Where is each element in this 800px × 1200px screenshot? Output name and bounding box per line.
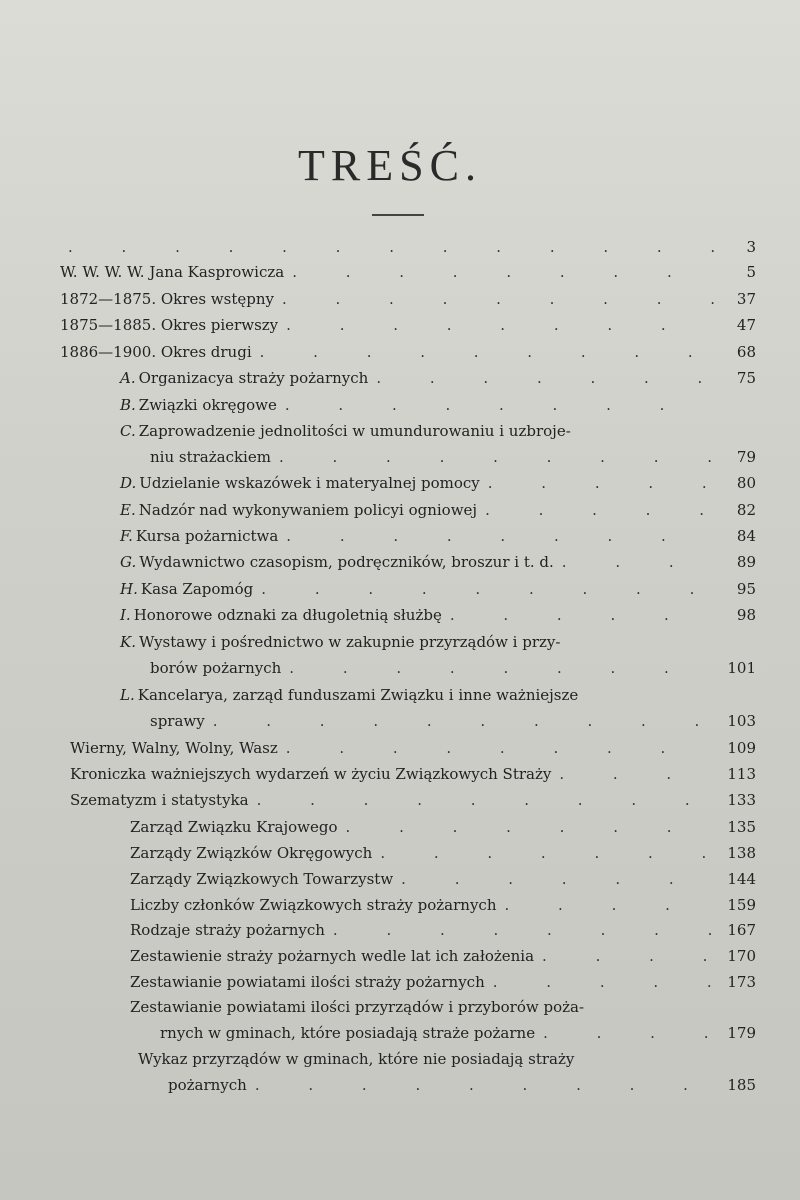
dot-leader: [213, 712, 714, 730]
toc-page-number: 47: [736, 316, 756, 334]
toc-entry-text: niu strażackiem: [150, 448, 271, 466]
toc-page-number: 101: [727, 659, 756, 677]
section-letter: D.: [120, 474, 137, 492]
toc-entry: [130, 896, 756, 914]
toc-entry-text: borów pożarnych: [150, 659, 282, 677]
dot-leader: [505, 896, 715, 914]
toc-page-number: 109: [727, 739, 756, 757]
toc-entry: [120, 369, 756, 387]
toc-entry: [60, 238, 756, 256]
toc-entry: [138, 1050, 756, 1068]
section-title: Kursa pożarnictwa: [135, 527, 279, 545]
section-letter: H.: [120, 580, 138, 598]
dot-leader: [260, 343, 714, 361]
dot-leader: [333, 921, 714, 939]
toc-page-number: 68: [736, 343, 756, 361]
toc-entry: [168, 1076, 756, 1094]
dot-leader: [559, 765, 714, 783]
toc-entry-text: [120, 369, 368, 387]
toc-entry-text: [120, 606, 442, 624]
toc-entry-text: [120, 501, 477, 519]
section-title: Zaprowadzenie jednolitości w umundurowaniu i uzbroje-: [138, 422, 571, 440]
toc-entry-text: [120, 580, 253, 598]
toc-entry: [120, 422, 756, 440]
toc-entry: [130, 998, 756, 1016]
dot-leader: [542, 947, 714, 965]
section-title: Związki okręgowe: [138, 396, 277, 414]
toc-entry-text: [120, 422, 571, 440]
section-title: Udzielanie wskazówek i materyalnej pomocy: [139, 474, 480, 492]
toc-entry-text: [120, 396, 277, 414]
toc-entry: [60, 316, 756, 334]
dot-leader: [488, 474, 714, 492]
toc-entry-text: Zestawianie powiatami ilości straży pożarnych: [130, 973, 485, 991]
section-title: Kancelarya, zarząd funduszami Związku i inne ważniejsze: [137, 686, 579, 704]
toc-page-number: 79: [736, 448, 756, 466]
toc-entry: [120, 527, 756, 545]
toc-page-number: 103: [727, 712, 756, 730]
toc-entry-text: Zestawianie powiatami ilości przyrządów i przyborów poża-: [130, 998, 585, 1016]
section-letter: B.: [120, 396, 136, 414]
toc-page-number: 133: [727, 791, 756, 809]
toc-page-number: 144: [727, 870, 756, 888]
toc-entry-text: W. W. W. W. Jana Kasprowicza: [60, 263, 285, 281]
toc-entry-text: pożarnych: [168, 1076, 247, 1094]
toc-entry: [150, 659, 756, 677]
toc-entry-text: rnych w gminach, które posiadają straże pożarne: [160, 1024, 536, 1042]
toc-entry-text: Zarządy Związków Okręgowych: [130, 844, 373, 862]
title-rule: [372, 214, 424, 216]
dot-leader: [346, 818, 714, 836]
dot-leader: [493, 973, 714, 991]
toc-page-number: 75: [736, 369, 756, 387]
toc-entry-text: sprawy: [150, 712, 205, 730]
dot-leader: [261, 580, 714, 598]
toc-entry-text: 1875—1885. Okres pierwszy: [60, 316, 279, 334]
toc-page-number: 138: [727, 844, 756, 862]
section-letter: G.: [120, 553, 137, 571]
toc-page-number: 37: [736, 290, 756, 308]
dot-leader: [255, 1076, 714, 1094]
toc-page-number: 3: [746, 238, 756, 256]
toc-entry-text: Zestawienie straży pożarnych wedle lat ich założenia: [130, 947, 535, 965]
dot-leader: [289, 659, 714, 677]
toc-page-number: 167: [727, 921, 756, 939]
dot-leader: [562, 553, 714, 571]
page-title: TREŚĆ.: [298, 141, 482, 190]
dot-leader: [292, 263, 714, 281]
toc-entry-text: Zarządy Związkowych Towarzystw: [130, 870, 394, 888]
toc-entry-text: [120, 553, 554, 571]
dot-leader: [450, 606, 714, 624]
toc-page-number: 5: [746, 263, 756, 281]
dot-leader: [401, 870, 714, 888]
toc-entry: [120, 474, 756, 492]
toc-entry: [60, 290, 756, 308]
toc-entry-text: 1872—1875. Okres wstępny: [60, 290, 274, 308]
toc-page-number: 95: [736, 580, 756, 598]
section-letter: C.: [120, 422, 136, 440]
dot-leader: [376, 369, 714, 387]
dot-leader: [286, 527, 714, 545]
section-letter: A.: [120, 369, 136, 387]
toc-page-number: 159: [727, 896, 756, 914]
section-letter: I.: [120, 606, 131, 624]
dot-leader: [543, 1024, 714, 1042]
toc-page-number: 113: [727, 765, 756, 783]
dot-leader: [68, 238, 714, 256]
toc-entry-text: 1886—1900. Okres drugi: [60, 343, 252, 361]
toc-page-number: 82: [736, 501, 756, 519]
toc-entry: [150, 448, 756, 466]
toc-entry: [60, 263, 756, 281]
section-title: Wystawy i pośrednictwo w zakupnie przyrządów i przy-: [138, 633, 561, 651]
toc-entry: [130, 973, 756, 991]
toc-page-number: 170: [727, 947, 756, 965]
toc-page-number: 89: [736, 553, 756, 571]
toc-entry: [120, 553, 756, 571]
section-letter: E.: [120, 501, 136, 519]
toc-entry: [160, 1024, 756, 1042]
toc-entry: [130, 870, 756, 888]
toc-entry: [130, 947, 756, 965]
toc-page-number: 179: [727, 1024, 756, 1042]
toc-entry-text: [120, 527, 278, 545]
toc-entry: [60, 343, 756, 361]
toc-entry: [120, 396, 756, 414]
dot-leader: [257, 791, 714, 809]
toc-entry: [120, 686, 756, 704]
toc-entry: [120, 501, 756, 519]
dot-leader: [286, 739, 714, 757]
section-title: Nadzór nad wykonywaniem policyi ogniowej: [138, 501, 478, 519]
toc-entry: [120, 633, 756, 651]
section-letter: L.: [120, 686, 135, 704]
toc-entry: [120, 580, 756, 598]
section-letter: F.: [120, 527, 133, 545]
toc-entry: [130, 818, 756, 836]
toc-entry: [130, 844, 756, 862]
toc-entry: [70, 791, 756, 809]
dot-leader: [485, 501, 714, 519]
toc-page-number: 98: [736, 606, 756, 624]
section-title: Organizacya straży pożarnych: [138, 369, 369, 387]
toc-page-number: 135: [727, 818, 756, 836]
toc-page-number: 84: [736, 527, 756, 545]
dot-leader: [286, 316, 714, 334]
dot-leader: [279, 448, 714, 466]
toc-entry: [150, 712, 756, 730]
toc-entry: [120, 606, 756, 624]
toc-entry-text: Kroniczka ważniejszych wydarzeń w życiu Związkowych Straży: [70, 765, 552, 783]
toc-page-number: 173: [727, 973, 756, 991]
toc-entry: [130, 921, 756, 939]
toc-entry-text: Szematyzm i statystyka: [70, 791, 249, 809]
dot-leader: [285, 396, 714, 414]
section-letter: K.: [120, 633, 136, 651]
toc-entry: [70, 765, 756, 783]
toc-entry-text: [120, 633, 560, 651]
section-title: Wydawnictwo czasopism, podręczników, broszur i t. d.: [139, 553, 554, 571]
toc-entry: [70, 739, 756, 757]
toc-entry-text: Wykaz przyrządów w gminach, które nie posiadają straży: [138, 1050, 575, 1068]
toc-entry-text: Liczby członków Związkowych straży pożarnych: [130, 896, 497, 914]
toc-page-number: 185: [727, 1076, 756, 1094]
section-title: Honorowe odznaki za długoletnią służbę: [133, 606, 442, 624]
toc-entry-text: Wierny, Walny, Wolny, Wasz: [70, 739, 278, 757]
toc-entry-text: Rodzaje straży pożarnych: [130, 921, 325, 939]
dot-leader: [380, 844, 714, 862]
toc-entry-text: [120, 686, 578, 704]
toc-page-number: 80: [736, 474, 756, 492]
dot-leader: [282, 290, 714, 308]
toc-entry-text: Zarząd Związku Krajowego: [130, 818, 338, 836]
section-title: Kasa Zapomóg: [140, 580, 254, 598]
toc-entry-text: [120, 474, 480, 492]
